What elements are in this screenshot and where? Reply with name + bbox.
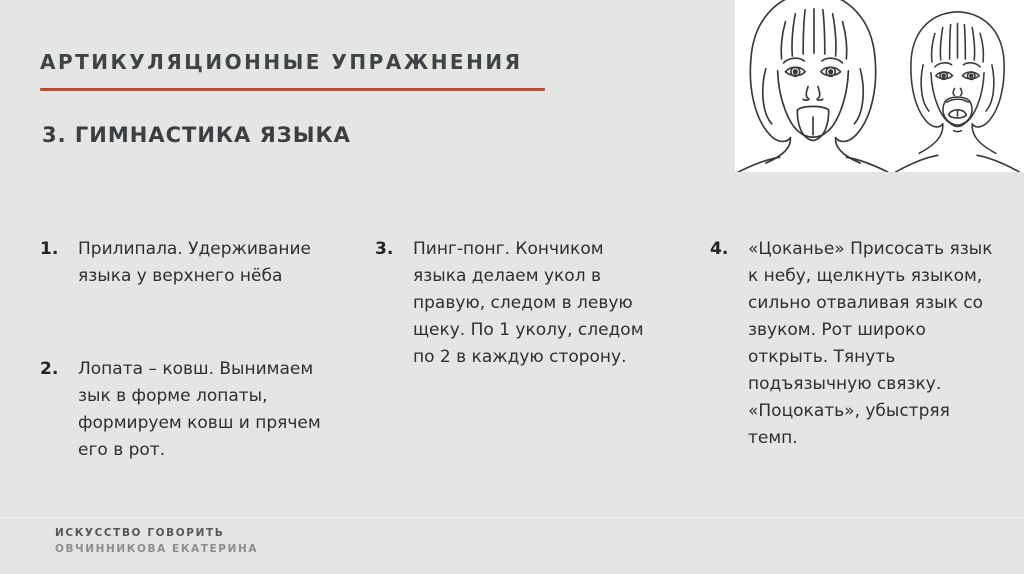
exercise-number: 1. bbox=[40, 239, 59, 259]
exercise-text: «Цоканье» Присосать язык к небу, щелкнуть языком, сильно отваливая язык со звуком. Рот широко открыть. Тянуть подъязычную связку. «Поцокать», убыстряя темп. bbox=[748, 239, 993, 448]
exercise-item-3 bbox=[375, 236, 659, 371]
illustration-panel bbox=[735, 0, 1024, 172]
exercise-text: Пинг-понг. Кончиком языка делаем укол в правую, следом в левую щеку. По 1 уколу, следом по 2 в каждую сторону. bbox=[413, 239, 644, 367]
page-subtitle: 3. ГИМНАСТИКА ЯЗЫКА bbox=[42, 123, 351, 147]
exercise-number: 4. bbox=[710, 239, 729, 259]
exercise-text: Лопата – ковш. Вынимаем зык в форме лопаты, формируем ковш и прячем его в рот. bbox=[78, 359, 321, 460]
footer bbox=[0, 517, 1024, 574]
child-face-tongue-out-image bbox=[735, 0, 891, 172]
exercise-column-2 bbox=[375, 236, 659, 371]
exercise-item-4 bbox=[710, 236, 994, 452]
child-face-mouth-open-image bbox=[891, 0, 1024, 172]
exercise-item-2 bbox=[40, 356, 328, 464]
exercise-column-3 bbox=[710, 236, 994, 452]
exercise-item-1 bbox=[40, 236, 328, 290]
footer-author: ОВЧИННИКОВА ЕКАТЕРИНА bbox=[55, 543, 259, 555]
exercise-text: Прилипала. Удерживание языка у верхнего нёба bbox=[78, 239, 311, 286]
exercise-number: 3. bbox=[375, 239, 394, 259]
footer-brand: ИСКУССТВО ГОВОРИТЬ bbox=[55, 527, 225, 539]
exercise-column-1 bbox=[40, 236, 328, 464]
exercise-number: 2. bbox=[40, 359, 59, 379]
title-underline bbox=[40, 88, 545, 91]
footer-text-block bbox=[55, 527, 258, 555]
page-title: АРТИКУЛЯЦИОННЫЕ УПРАЖНЕНИЯ bbox=[40, 50, 523, 74]
